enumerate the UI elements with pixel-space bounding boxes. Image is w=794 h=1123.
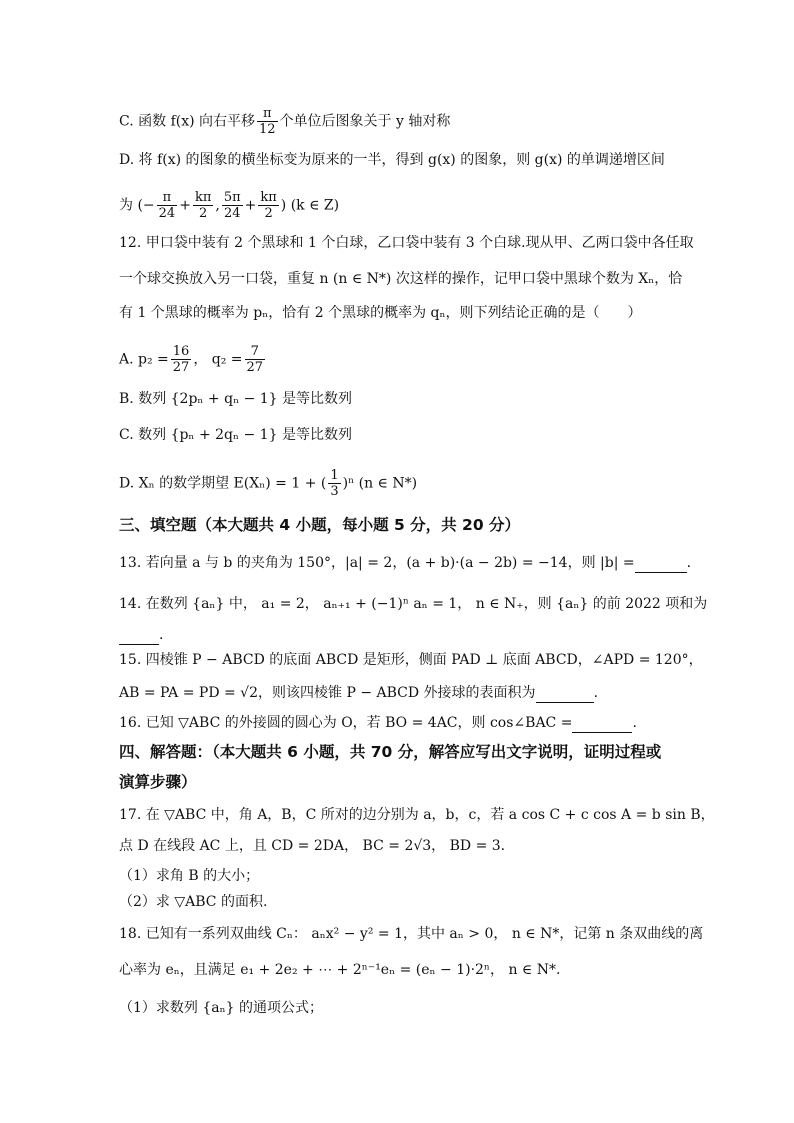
- fraction-numerator: kπ: [194, 190, 212, 205]
- fraction-denominator: 12: [259, 122, 276, 137]
- answer-blank: [635, 552, 687, 573]
- q12-line1: 12. 甲口袋中装有 2 个黑球和 1 个白球，乙口袋中装有 3 个白球.现从甲、乙两口袋中各任取: [119, 235, 694, 251]
- fraction-denominator: 24: [158, 206, 176, 221]
- fraction: [257, 106, 278, 137]
- fraction-numerator: π: [257, 106, 278, 122]
- plus-sign: +: [244, 197, 257, 214]
- fraction-denominator: 27: [172, 360, 190, 375]
- q11-option-c: [119, 106, 450, 137]
- section-heading-solutions-line2: 演算步骤）: [119, 773, 197, 791]
- fraction-numerator: kπ: [260, 190, 277, 205]
- fraction-numerator: 1: [330, 468, 339, 483]
- answer-blank: [572, 712, 632, 733]
- q18-line2: 心率为 eₙ，且满足 e₁ + 2e₂ + ⋯ + 2ⁿ⁻¹eₙ = (eₙ − 1)·2ⁿ， n ∈ N*.: [119, 962, 561, 978]
- fraction-numerator: 16: [172, 344, 190, 359]
- interval-close: ) (k ∈ Z): [280, 197, 340, 214]
- q15-line1: 15. 四棱锥 P − ABCD 的底面 ABCD 是矩形，侧面 PAD ⊥ 底面 ABCD，∠APD = 120°，: [119, 652, 703, 668]
- q12-option-b: B. 数列 {2pₙ + qₙ − 1} 是等比数列: [119, 391, 353, 407]
- q11-c-text: C. 函数 f(x) 向右平移: [119, 113, 256, 130]
- section-heading-solutions-line1: 四、解答题：（本大题共 6 小题，共 70 分，解答应写出文字说明，证明过程或: [119, 743, 662, 761]
- q12-line2: 一个球交换放入另一口袋，重复 n (n ∈ N*) 次这样的操作，记甲口袋中黑球个数为 Xₙ，恰: [119, 271, 683, 287]
- fraction-denominator: 2: [199, 206, 208, 221]
- q15-text: AB = PA = PD = √2，则该四棱锥 P − ABCD 外接球的表面积为: [119, 685, 536, 701]
- q12-line3: 有 1 个黑球的概率为 pₙ，恰有 2 个黑球的概率为 qₙ，则下列结论正确的是（ ）: [119, 305, 642, 321]
- fraction-denominator: 24: [223, 206, 241, 221]
- q12-a-text: A. p₂ =: [119, 351, 169, 368]
- q17-part2: （2）求 ▽ABC 的面积.: [119, 894, 268, 910]
- interval-open: 为 (−: [119, 197, 155, 214]
- fraction-numerator: π: [157, 190, 178, 206]
- q16-text: 16. 已知 ▽ABC 的外接圆的圆心为 O，若 BO = 4AC，则 cos∠BAC =: [119, 715, 573, 731]
- q12-d-text: D. Xₙ 的数学期望 E(Xₙ) = 1 + (: [119, 475, 327, 492]
- q17-line1: 17. 在 ▽ABC 中，角 A，B，C 所对的边分别为 a，b，c，若 a cos C + c cos A = b sin B，: [119, 807, 715, 823]
- fraction: [193, 190, 213, 221]
- answer-blank: [119, 624, 159, 645]
- section-heading-fill-in: 三、填空题（本大题共 4 小题，每小题 5 分，共 20 分）: [119, 516, 521, 534]
- fraction-denominator: 3: [330, 484, 339, 499]
- q13-period: .: [686, 555, 692, 571]
- q17-line2: 点 D 在线段 AC 上，且 CD = 2DA， BC = 2√3， BD = 3.: [119, 838, 506, 854]
- q11-option-d-line2: [119, 190, 339, 221]
- q12-option-c: C. 数列 {pₙ + 2qₙ − 1} 是等比数列: [119, 427, 352, 443]
- q13-text: 13. 若向量 a 与 b 的夹角为 150°，|a| = 2，(a + b)·(a − 2b) = −14，则 |b| =: [119, 555, 635, 571]
- q18-part1: （1）求数列 {aₙ} 的通项公式；: [119, 1000, 324, 1016]
- fraction: [157, 190, 178, 221]
- fraction-numerator: 7: [245, 344, 266, 360]
- q11-c-text-end: 个单位后图象关于 y 轴对称: [279, 113, 451, 130]
- q12-option-a: [119, 344, 267, 375]
- fraction: [258, 190, 278, 221]
- q13: [119, 552, 691, 573]
- fraction-denominator: 27: [246, 360, 264, 375]
- q14-line2: [119, 624, 163, 645]
- q14-period: .: [159, 627, 164, 643]
- q17-part1: （1）求角 B 的大小；: [119, 868, 260, 884]
- fraction: [222, 190, 243, 221]
- q11-option-d-line1: D. 将 f(x) 的图象的横坐标变为原来的一半，得到 g(x) 的图象，则 g(x) 的单调递增区间: [119, 152, 665, 168]
- fraction-denominator: 2: [264, 206, 273, 221]
- fraction: [328, 468, 340, 499]
- q12-option-d: [119, 468, 417, 499]
- plus-sign: +: [179, 197, 191, 214]
- fraction: [171, 344, 192, 375]
- q16-period: .: [632, 715, 637, 731]
- fraction: [245, 344, 266, 375]
- q15-period: .: [593, 685, 599, 701]
- comma: ,: [215, 197, 220, 214]
- q14-line1: 14. 在数列 {aₙ} 中， a₁ = 2， aₙ₊₁ + (−1)ⁿ aₙ = 1， n ∈ N₊，则 {aₙ} 的前 2022 项和为: [119, 596, 708, 612]
- answer-blank: [536, 682, 594, 703]
- q12-a-mid: ， q₂ =: [193, 351, 243, 368]
- fraction-numerator: 5π: [223, 190, 241, 205]
- q12-d-text-end: )ⁿ (n ∈ N*): [342, 475, 418, 492]
- q15-line2: [119, 682, 598, 703]
- q16: [119, 712, 637, 733]
- q18-line1: 18. 已知有一系列双曲线 Cₙ： aₙx² − y² = 1，其中 aₙ > 0， n ∈ N*，记第 n 条双曲线的离: [119, 926, 704, 942]
